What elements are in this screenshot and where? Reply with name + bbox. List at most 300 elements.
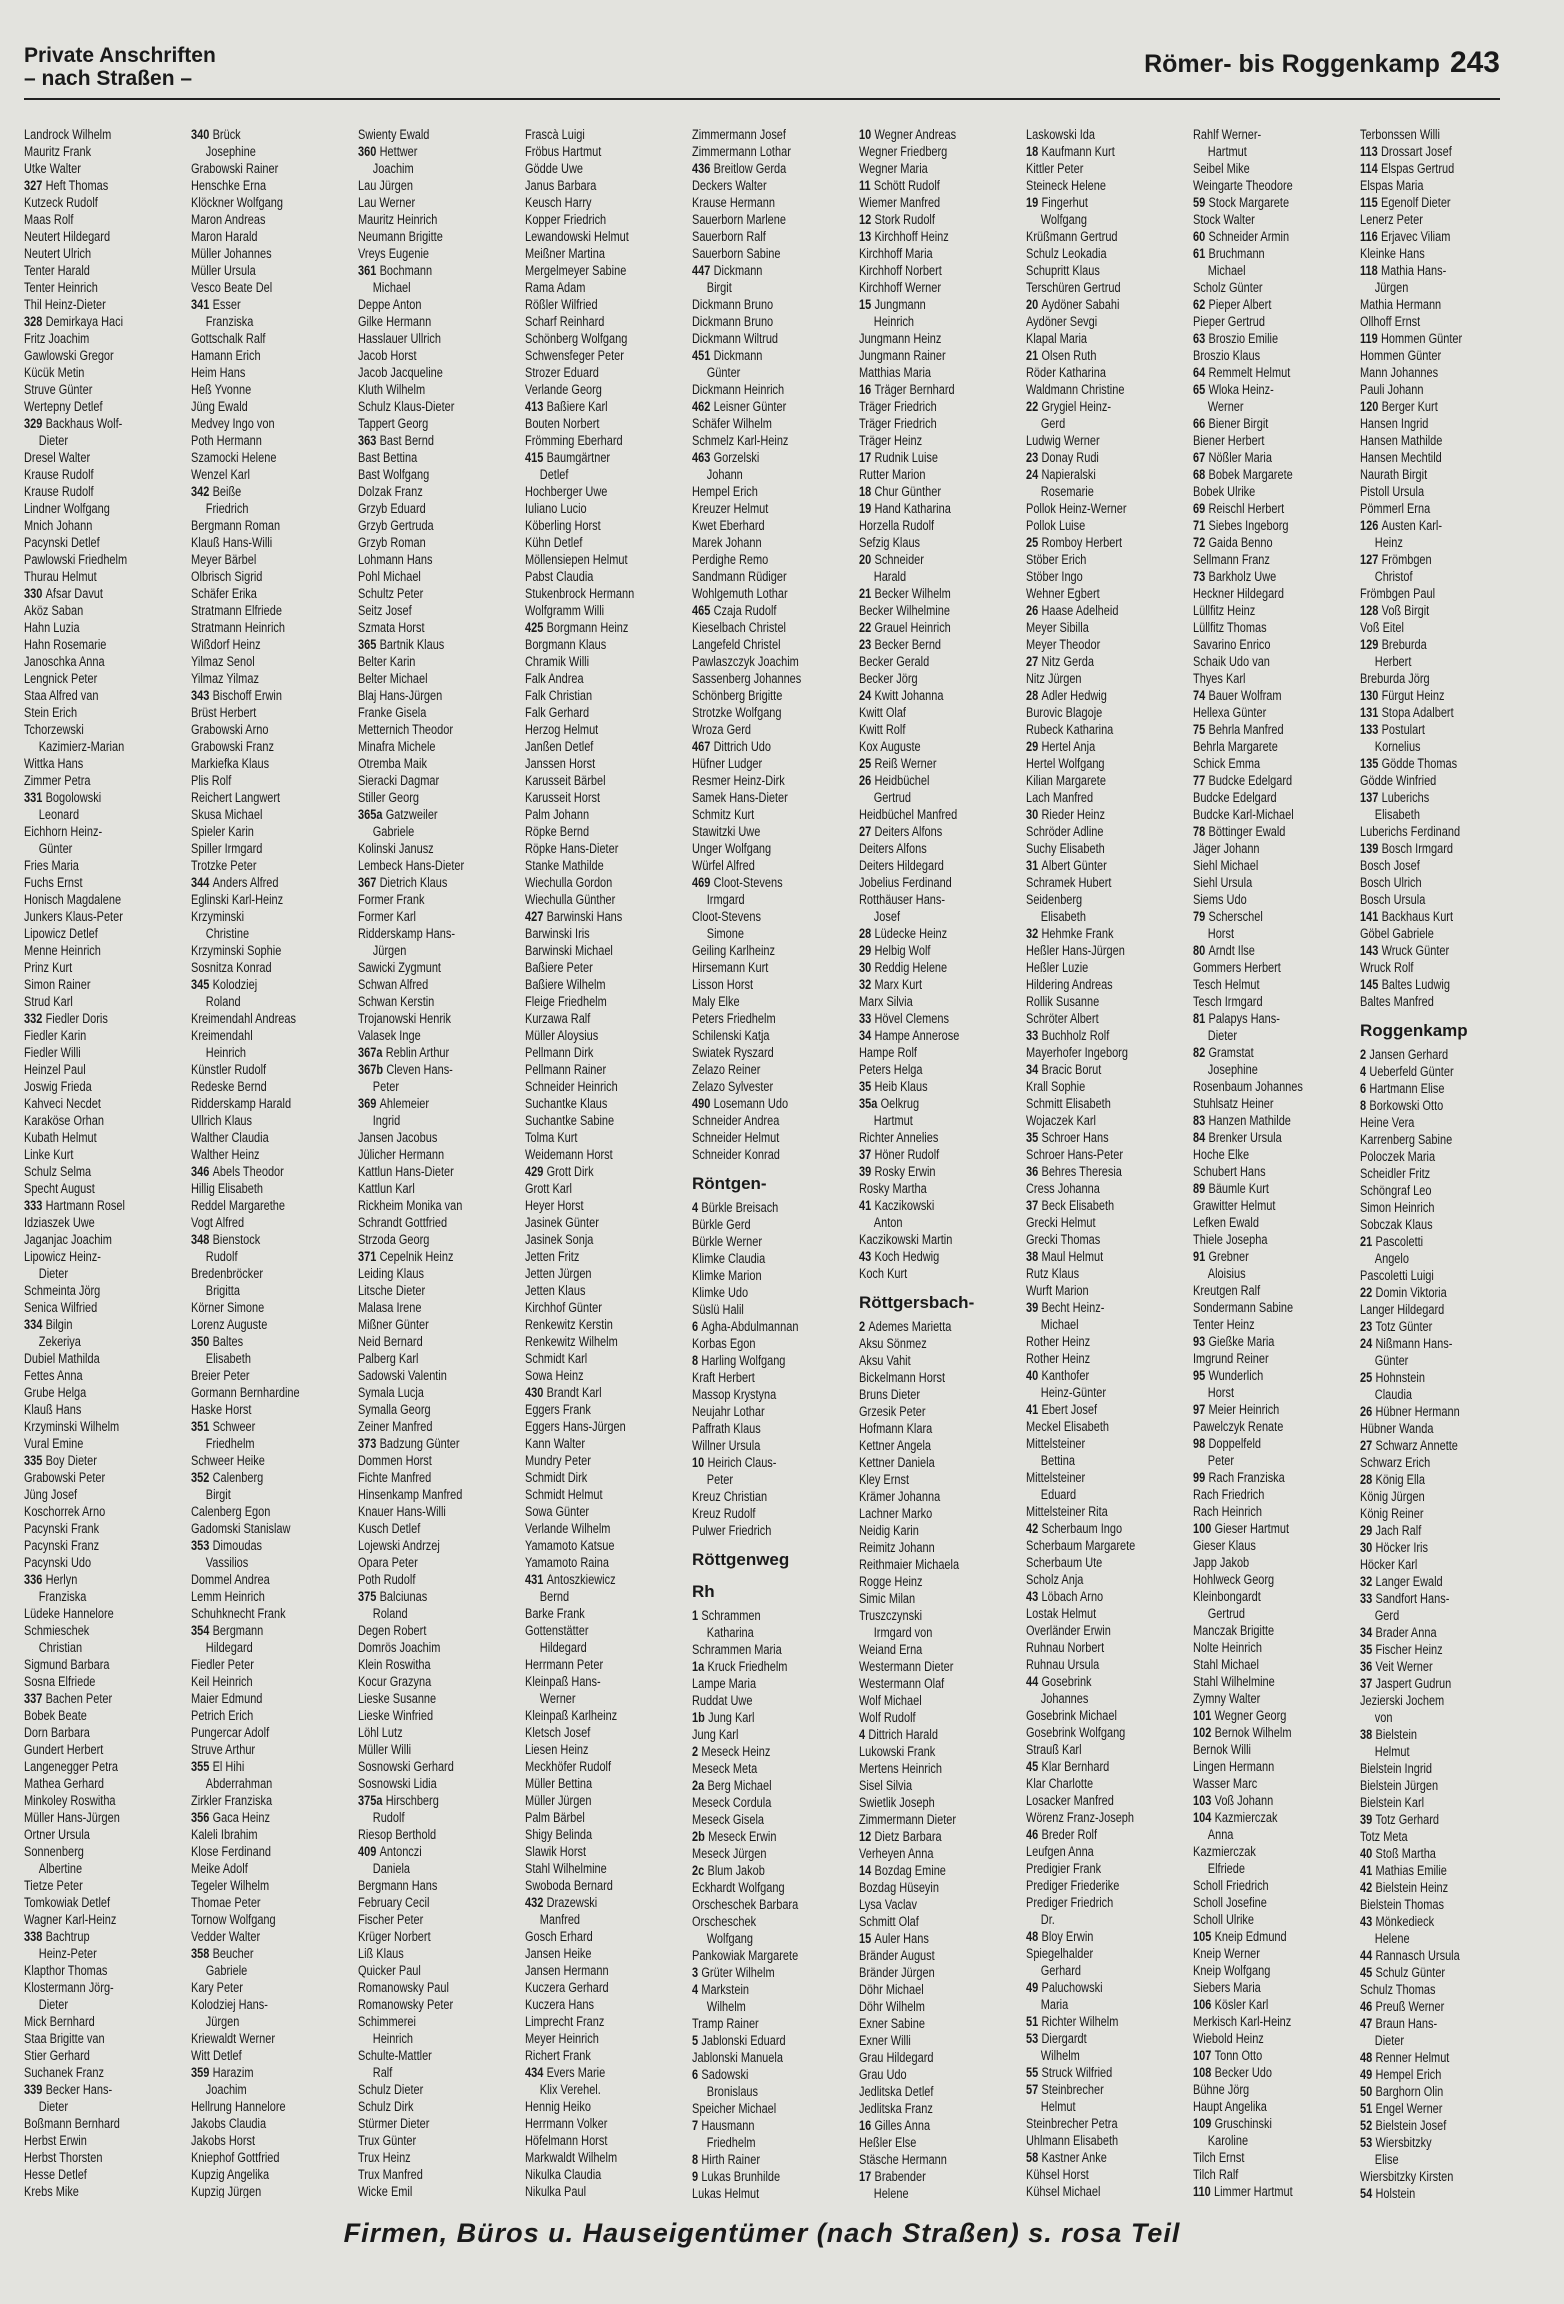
resident-entry: Sauerborn Sabine: [692, 246, 781, 261]
resident-entry: Opara Peter: [358, 1555, 418, 1570]
house-entry: 26 Hübner Hermann: [1360, 1404, 1460, 1419]
resident-entry: Fröbus Hartmut: [525, 144, 602, 159]
resident-entry: Sosnowski Lidia: [358, 1776, 437, 1791]
house-entry: 66 Biener Birgit: [1193, 416, 1269, 431]
house-entry: 375 Balciunas: [358, 1589, 428, 1604]
resident-entry: Pabst Claudia: [525, 569, 594, 584]
resident-entry: Liesen Heinz: [525, 1742, 589, 1757]
house-entry: 24 Kwitt Johanna: [859, 688, 944, 703]
resident-entry: Müller Willi: [358, 1742, 412, 1757]
resident-entry: Kolodziej Hans-: [191, 1997, 268, 2012]
resident-entry: Kettner Daniela: [859, 1455, 935, 1470]
resident-entry: Keil Heinrich: [191, 1674, 253, 1689]
resident-entry: Meckel Elisabeth: [1026, 1419, 1110, 1434]
resident-entry: Bast Wolfgang: [358, 467, 430, 482]
resident-entry: Schmitz Kurt: [692, 807, 755, 822]
resident-entry: Heine Vera: [1360, 1115, 1415, 1130]
resident-entry: Klein Roswitha: [358, 1657, 431, 1672]
resident-entry: Löhl Lutz: [358, 1725, 403, 1740]
resident-entry: Kreimendahl: [191, 1028, 253, 1043]
resident-entry: Stein Erich: [24, 705, 78, 720]
resident-entry: Perdighe Remo: [692, 552, 769, 567]
resident-entry: Rutz Klaus: [1026, 1266, 1080, 1281]
resident-entry: Herbst Erwin: [24, 2133, 87, 2148]
resident-entry: Wörenz Franz-Joseph: [1026, 1810, 1135, 1825]
house-entry: 434 Evers Marie: [525, 2065, 606, 2080]
house-entry: 52 Bielstein Josef: [1360, 2118, 1447, 2133]
resident-entry: Sosnitza Konrad: [191, 960, 272, 975]
resident-entry: Zimmermann Lothar: [692, 144, 791, 159]
house-entry: 127 Frömbgen: [1360, 552, 1432, 567]
resident-entry: Ruddat Uwe: [692, 1693, 753, 1708]
resident-entry: Grau Hildegard: [859, 2050, 934, 2065]
entry-continuation: Friedhelm: [706, 2135, 756, 2150]
resident-entry: Heidbüchel Manfred: [859, 807, 958, 822]
resident-entry: Sigmund Barbara: [24, 1657, 110, 1672]
resident-entry: Gieser Klaus: [1193, 1538, 1256, 1553]
resident-entry: Schweer Heike: [191, 1453, 265, 1468]
resident-entry: Kreimendahl Andreas: [191, 1011, 296, 1026]
resident-entry: Spieler Karin: [191, 824, 254, 839]
resident-entry: Dorn Barbara: [24, 1725, 90, 1740]
entry-continuation: Hartmut: [873, 1113, 913, 1128]
resident-entry: Herrmann Volker: [525, 2116, 608, 2131]
entry-continuation: Bettina: [1040, 1453, 1075, 1468]
house-entry: 42 Scherbaum Ingo: [1026, 1521, 1123, 1536]
resident-entry: Jüng Ewald: [191, 399, 248, 414]
house-entry: 139 Bosch Irmgard: [1360, 841, 1454, 856]
resident-entry: Stahl Wilhelmine: [1193, 1674, 1275, 1689]
resident-entry: Krzyminski Sophie: [191, 943, 282, 958]
house-entry: 19 Hand Katharina: [859, 501, 951, 516]
resident-entry: Zeiner Manfred: [358, 1419, 433, 1434]
resident-entry: Krüßmann Gertrud: [1026, 229, 1118, 244]
house-entry: 39 Totz Gerhard: [1360, 1812, 1439, 1827]
house-entry: 35a Oelkrug: [859, 1096, 920, 1111]
resident-entry: Klöckner Wolfgang: [191, 195, 283, 210]
resident-entry: Suchanek Franz: [24, 2065, 104, 2080]
house-entry: 327 Heft Thomas: [24, 178, 109, 193]
resident-entry: Hellrung Hannelore: [191, 2099, 286, 2114]
resident-entry: Schneider Heinrich: [525, 1079, 618, 1094]
directory-column: [1026, 126, 1189, 2198]
house-entry: 31 Albert Günter: [1026, 858, 1107, 873]
resident-entry: Degen Robert: [358, 1623, 427, 1638]
resident-entry: Kreuzer Helmut: [692, 501, 769, 516]
footer-note: Firmen, Büros u. Hauseigentümer (nach Straßen) s. rosa Teil: [343, 2218, 1181, 2248]
resident-entry: Broszio Klaus: [1193, 348, 1261, 363]
resident-entry: Maly Elke: [692, 994, 740, 1009]
house-entry: 13 Kirchhoff Heinz: [859, 229, 949, 244]
resident-entry: Mick Bernhard: [24, 2014, 95, 2029]
resident-entry: Markwaldt Wilhelm: [525, 2150, 618, 2165]
house-entry: 10 Heirich Claus-: [692, 1455, 777, 1470]
resident-entry: Neutert Hildegard: [24, 229, 111, 244]
house-entry: 14 Bozdag Emine: [859, 1863, 946, 1878]
house-entry: 98 Doppelfeld: [1193, 1436, 1262, 1451]
house-entry: 35 Fischer Heinz: [1360, 1642, 1443, 1657]
resident-entry: Lieske Winfried: [358, 1708, 434, 1723]
house-entry: 133 Postulart: [1360, 722, 1425, 737]
resident-entry: Malasa Irene: [358, 1300, 422, 1315]
house-entry: 41 Mathias Emilie: [1360, 1863, 1447, 1878]
resident-entry: Heßler Luzie: [1026, 960, 1089, 975]
resident-entry: Kühsel Michael: [1026, 2184, 1101, 2198]
resident-entry: Frömbgen Paul: [1360, 586, 1436, 601]
resident-entry: Kleinke Hans: [1360, 246, 1425, 261]
resident-entry: Wagner Karl-Heinz: [24, 1912, 117, 1927]
resident-entry: Dickmann Heinrich: [692, 382, 785, 397]
house-entry: 15 Auler Hans: [859, 1931, 929, 1946]
house-entry: 46 Breder Rolf: [1026, 1827, 1098, 1842]
resident-entry: Kubath Helmut: [24, 1130, 97, 1145]
resident-entry: Krebs Mike: [24, 2184, 79, 2198]
resident-entry: Körner Simone: [191, 1300, 265, 1315]
resident-entry: Hamann Erich: [191, 348, 261, 363]
resident-entry: Weingarte Theodore: [1193, 178, 1293, 193]
house-entry: 24 Napieralski: [1026, 467, 1096, 482]
resident-entry: Gottschalk Ralf: [191, 331, 266, 346]
entry-continuation: Karoline: [1207, 2133, 1249, 2148]
house-entry: 32 Langer Ewald: [1360, 1574, 1443, 1589]
resident-entry: Rosenbaum Johannes: [1193, 1079, 1303, 1094]
resident-entry: Voß Eitel: [1360, 620, 1404, 635]
resident-entry: Hüfner Ludger: [692, 756, 763, 771]
house-entry: 106 Kösler Karl: [1193, 1997, 1269, 2012]
house-entry: 27 Nitz Gerda: [1026, 654, 1094, 669]
resident-entry: Klauß Hans: [24, 1402, 82, 1417]
resident-entry: Pawlowski Friedhelm: [24, 552, 128, 567]
resident-entry: König Reiner: [1360, 1506, 1424, 1521]
directory-column: [692, 126, 855, 2198]
house-entry: 469 Cloot-Stevens: [692, 875, 783, 890]
entry-continuation: Michael: [1040, 1317, 1079, 1332]
house-entry: 359 Harazim: [191, 2065, 254, 2080]
resident-entry: Kreuz Christian: [692, 1489, 768, 1504]
resident-entry: Jaganjac Joachim: [24, 1232, 112, 1247]
entry-continuation: von: [1374, 1710, 1393, 1725]
entry-continuation: Peter: [372, 1079, 400, 1094]
entry-continuation: Michael: [372, 280, 411, 295]
resident-entry: Barwinski Iris: [525, 926, 590, 941]
resident-entry: Stawitzki Uwe: [692, 824, 761, 839]
entry-continuation: Klix Verehel.: [539, 2082, 601, 2097]
resident-entry: Rama Adam: [525, 280, 586, 295]
resident-entry: Pawelczyk Renate: [1193, 1419, 1284, 1434]
house-entry: 338 Bachtrup: [24, 1929, 90, 1944]
resident-entry: Yilmaz Yilmaz: [191, 671, 259, 686]
resident-entry: Jasinek Günter: [525, 1215, 599, 1230]
resident-entry: Tolma Kurt: [525, 1130, 578, 1145]
house-entry: 430 Brandt Karl: [525, 1385, 602, 1400]
resident-entry: Rollik Susanne: [1026, 994, 1100, 1009]
resident-entry: Sefzig Klaus: [859, 535, 921, 550]
resident-entry: Klar Charlotte: [1026, 1776, 1094, 1791]
resident-entry: Maier Edmund: [191, 1691, 263, 1706]
house-entry: 1a Kruck Friedhelm: [692, 1659, 788, 1674]
entry-continuation: Josephine: [205, 144, 256, 159]
resident-entry: Tornow Wolfgang: [191, 1912, 276, 1927]
resident-entry: Meyer Sibilla: [1026, 620, 1089, 635]
resident-entry: Kücük Metin: [24, 365, 85, 380]
house-entry: 2 Jansen Gerhard: [1360, 1047, 1449, 1062]
house-entry: 27 Schwarz Annette: [1360, 1438, 1458, 1453]
resident-entry: Matthias Maria: [859, 365, 932, 380]
house-entry: 26 Heidbüchel: [859, 773, 930, 788]
house-entry: 345 Kolodziej: [191, 977, 258, 992]
resident-entry: Wittka Hans: [24, 756, 84, 771]
resident-entry: Grzyb Eduard: [358, 501, 426, 516]
entry-continuation: Heinrich: [873, 314, 915, 329]
resident-entry: Bosch Ulrich: [1360, 875, 1422, 890]
resident-entry: Former Karl: [358, 909, 416, 924]
resident-entry: Janssen Horst: [525, 756, 596, 771]
house-entry: 55 Struck Wilfried: [1026, 2065, 1113, 2080]
resident-entry: Lukowski Frank: [859, 1744, 936, 1759]
house-entry: 371 Cepelnik Heinz: [358, 1249, 454, 1264]
resident-entry: Szamocki Helene: [191, 450, 277, 465]
resident-entry: Brüst Herbert: [191, 705, 257, 720]
house-entry: 22 Domin Viktoria: [1360, 1285, 1447, 1300]
house-entry: 58 Kastner Anke: [1026, 2150, 1107, 2165]
house-entry: 3 Grüter Wilhelm: [692, 1965, 775, 1980]
resident-entry: Würfel Alfred: [692, 858, 755, 873]
entry-continuation: Dieter: [1207, 1028, 1238, 1043]
resident-entry: Staa Brigitte van: [24, 2031, 105, 2046]
resident-entry: Köberling Horst: [525, 518, 601, 533]
resident-entry: Herzog Helmut: [525, 722, 599, 737]
resident-entry: Jung Karl: [692, 1727, 739, 1742]
resident-entry: Sosnowski Gerhard: [358, 1759, 454, 1774]
resident-entry: Elspas Maria: [1360, 178, 1424, 193]
resident-entry: Sadowski Valentin: [358, 1368, 447, 1383]
house-entry: 113 Drossart Josef: [1360, 144, 1452, 159]
house-entry: 18 Chur Günther: [859, 484, 942, 499]
house-entry: 71 Siebes Ingeborg: [1193, 518, 1289, 533]
house-entry: 6 Sadowski: [692, 2067, 749, 2082]
house-entry: 25 Romboy Herbert: [1026, 535, 1123, 550]
resident-entry: Schulz Dieter: [358, 2082, 424, 2097]
house-entry: 62 Pieper Albert: [1193, 297, 1272, 312]
resident-entry: Kreuz Rudolf: [692, 1506, 756, 1521]
resident-entry: Neumann Brigitte: [358, 229, 443, 244]
resident-entry: Kraft Herbert: [692, 1370, 755, 1385]
resident-entry: Aydöner Sevgi: [1026, 314, 1098, 329]
resident-entry: Gödde Winfried: [1360, 773, 1437, 788]
resident-entry: Barwinski Michael: [525, 943, 613, 958]
resident-entry: Steineck Helene: [1026, 178, 1106, 193]
resident-entry: Wroza Gerd: [692, 722, 751, 737]
resident-entry: Mittelsteiner Rita: [1026, 1504, 1108, 1519]
resident-entry: Domrös Joachim: [358, 1640, 441, 1655]
street-heading: Rh: [692, 1582, 715, 1601]
header-rule: [24, 98, 1500, 100]
house-entry: 35 Schroer Hans: [1026, 1130, 1109, 1145]
resident-entry: Schmitt Elisabeth: [1026, 1096, 1111, 1111]
resident-entry: Trotzke Peter: [191, 858, 257, 873]
entry-continuation: Franziska: [38, 1589, 87, 1604]
resident-entry: Jakobs Claudia: [191, 2116, 267, 2131]
resident-entry: Heim Hans: [191, 365, 246, 380]
house-entry: 8 Hirth Rainer: [692, 2152, 760, 2167]
resident-entry: Kattlun Karl: [358, 1181, 415, 1196]
house-entry: 59 Stock Margarete: [1193, 195, 1290, 210]
house-entry: 43 Mönkedieck: [1360, 1914, 1435, 1929]
resident-entry: Heßler Hans-Jürgen: [1026, 943, 1125, 958]
resident-entry: Stürmer Dieter: [358, 2116, 430, 2131]
house-entry: 333 Hartmann Rosel: [24, 1198, 125, 1213]
resident-entry: Schönberg Wolfgang: [525, 331, 628, 346]
resident-entry: Scholz Günter: [1193, 280, 1263, 295]
resident-entry: Koschorrek Arno: [24, 1504, 106, 1519]
resident-entry: Grzesik Peter: [859, 1404, 926, 1419]
resident-entry: Hahn Luzia: [24, 620, 80, 635]
resident-entry: Kleinbongardt: [1193, 1589, 1261, 1604]
resident-entry: Kopper Friedrich: [525, 212, 607, 227]
resident-entry: Scholz Anja: [1026, 1572, 1084, 1587]
resident-entry: Belter Michael: [358, 671, 428, 686]
entry-continuation: Josef: [873, 909, 901, 924]
resident-entry: Romanowsky Paul: [358, 1980, 449, 1995]
resident-entry: Laskowski Ida: [1026, 127, 1095, 142]
entry-continuation: Günter: [38, 841, 73, 856]
resident-entry: Grau Udo: [859, 2067, 907, 2082]
resident-entry: Rubeck Katharina: [1026, 722, 1114, 737]
house-entry: 80 Arndt Ilse: [1193, 943, 1255, 958]
entry-continuation: Katharina: [706, 1625, 754, 1640]
resident-entry: Menne Heinrich: [24, 943, 101, 958]
resident-entry: Mann Johannes: [1360, 365, 1439, 380]
house-entry: 432 Drazewski: [525, 1895, 598, 1910]
house-entry: 25 Hohnstein: [1360, 1370, 1425, 1385]
house-entry: 463 Gorzelski: [692, 450, 760, 465]
resident-entry: Lohmann Hans: [358, 552, 433, 567]
resident-entry: Wolf Michael: [859, 1693, 922, 1708]
resident-entry: Redeske Bernd: [191, 1079, 267, 1094]
resident-entry: Scherbaum Ute: [1026, 1555, 1103, 1570]
resident-entry: Jacob Jacqueline: [358, 365, 443, 380]
entry-continuation: Elisabeth: [1374, 807, 1420, 822]
resident-entry: Biener Herbert: [1193, 433, 1265, 448]
resident-entry: Bobek Ulrike: [1193, 484, 1256, 499]
resident-entry: Kox Auguste: [859, 739, 921, 754]
entry-continuation: Claudia: [1374, 1387, 1413, 1402]
house-entry: 27 Deiters Alfons: [859, 824, 943, 839]
resident-entry: Staa Alfred van: [24, 688, 99, 703]
resident-entry: Schneider Andrea: [692, 1113, 780, 1128]
resident-entry: Minkoley Roswitha: [24, 1793, 116, 1808]
resident-entry: Wicke Emil: [358, 2184, 413, 2198]
street-heading: Röttgenweg: [692, 1550, 790, 1569]
entry-continuation: Wilhelm: [1040, 2048, 1080, 2063]
house-entry: 29 Hertel Anja: [1026, 739, 1096, 754]
resident-entry: Lampe Maria: [692, 1676, 757, 1691]
house-entry: 330 Afsar Davut: [24, 586, 103, 601]
resident-entry: Marek Johann: [692, 535, 762, 550]
resident-entry: Pankowiak Margarete: [692, 1948, 799, 1963]
entry-continuation: Vassilios: [205, 1555, 249, 1570]
entry-continuation: Abderrahman: [205, 1776, 273, 1791]
house-entry: 110 Limmer Hartmut: [1193, 2184, 1293, 2198]
resident-entry: Klapthor Thomas: [24, 1963, 108, 1978]
directory-column: [859, 126, 1022, 2198]
resident-entry: Jedlitska Detlef: [859, 2084, 934, 2099]
resident-entry: Vreys Eugenie: [358, 246, 430, 261]
entry-continuation: Johann: [706, 467, 743, 482]
resident-entry: Bernok Willi: [1193, 1742, 1251, 1757]
resident-entry: Pömmerl Erna: [1360, 501, 1431, 516]
resident-entry: Sonnenberg: [24, 1844, 84, 1859]
house-entry: 409 Antonczi: [358, 1844, 422, 1859]
resident-entry: Simon Rainer: [24, 977, 91, 992]
house-entry: 17 Rudnik Luise: [859, 450, 938, 465]
house-entry: 30 Reddig Helene: [859, 960, 948, 975]
house-entry: 23 Becker Bernd: [859, 637, 942, 652]
resident-entry: Hahn Rosemarie: [24, 637, 107, 652]
resident-entry: Maas Rolf: [24, 212, 74, 227]
resident-entry: Eckhardt Wolfgang: [692, 1880, 785, 1895]
resident-entry: Kurzawa Ralf: [525, 1011, 591, 1026]
entry-continuation: Birgit: [205, 1487, 231, 1502]
house-entry: 21 Olsen Ruth: [1026, 348, 1097, 363]
resident-entry: Metternich Theodor: [358, 722, 454, 737]
house-entry: 37 Höner Rudolf: [859, 1147, 940, 1162]
resident-entry: Tilch Ernst: [1193, 2150, 1245, 2165]
house-entry: 12 Dietz Barbara: [859, 1829, 942, 1844]
resident-entry: Jablonski Manuela: [692, 2050, 783, 2065]
resident-entry: Kettner Angela: [859, 1438, 932, 1453]
resident-entry: Becker Gerald: [859, 654, 930, 669]
house-entry: 16 Träger Bernhard: [859, 382, 955, 397]
resident-entry: Lengnick Peter: [24, 671, 98, 686]
resident-entry: Prediger Friedrich: [1026, 1895, 1114, 1910]
resident-entry: Ruhnau Norbert: [1026, 1640, 1105, 1655]
house-entry: 341 Esser: [191, 297, 241, 312]
resident-entry: Kleinpaß Karlheinz: [525, 1708, 618, 1723]
resident-entry: Koch Kurt: [859, 1266, 908, 1281]
resident-entry: Thurau Helmut: [24, 569, 97, 584]
resident-entry: Yamamoto Raina: [525, 1555, 610, 1570]
entry-continuation: Gerhard: [1040, 1963, 1082, 1978]
resident-entry: Kneip Werner: [1193, 1946, 1260, 1961]
resident-entry: Langer Hildegard: [1360, 1302, 1445, 1317]
resident-entry: Rotthäuser Hans-: [859, 892, 946, 907]
resident-entry: Seibel Mike: [1193, 161, 1250, 176]
house-entry: 36 Veit Werner: [1360, 1659, 1433, 1674]
resident-entry: Karaköse Orhan: [24, 1113, 104, 1128]
resident-entry: Kwitt Rolf: [859, 722, 906, 737]
entry-continuation: Zekeriya: [38, 1334, 81, 1349]
house-entry: 1b Jung Karl: [692, 1710, 755, 1725]
resident-entry: Klose Ferdinand: [191, 1844, 271, 1859]
resident-entry: Gödde Uwe: [525, 161, 583, 176]
entry-continuation: Ralf: [372, 2065, 393, 2080]
resident-entry: Müller Aloysius: [525, 1028, 599, 1043]
resident-entry: Waldmann Christine: [1026, 382, 1125, 397]
resident-entry: Verlande Georg: [525, 382, 602, 397]
resident-entry: Bielstein Karl: [1360, 1795, 1425, 1810]
entry-continuation: Dieter: [38, 1266, 69, 1281]
resident-entry: Wegner Maria: [859, 161, 928, 176]
resident-entry: Fleige Friedhelm: [525, 994, 607, 1009]
resident-entry: Lau Werner: [358, 195, 416, 210]
house-entry: 365 Bartnik Klaus: [358, 637, 445, 652]
house-entry: 427 Barwinski Hans: [525, 909, 623, 924]
house-entry: 369 Ahlemeier: [358, 1096, 430, 1111]
resident-entry: Hansen Mathilde: [1360, 433, 1443, 448]
entry-continuation: Rudolf: [205, 1249, 238, 1264]
resident-entry: Geiling Karlheinz: [692, 943, 776, 958]
